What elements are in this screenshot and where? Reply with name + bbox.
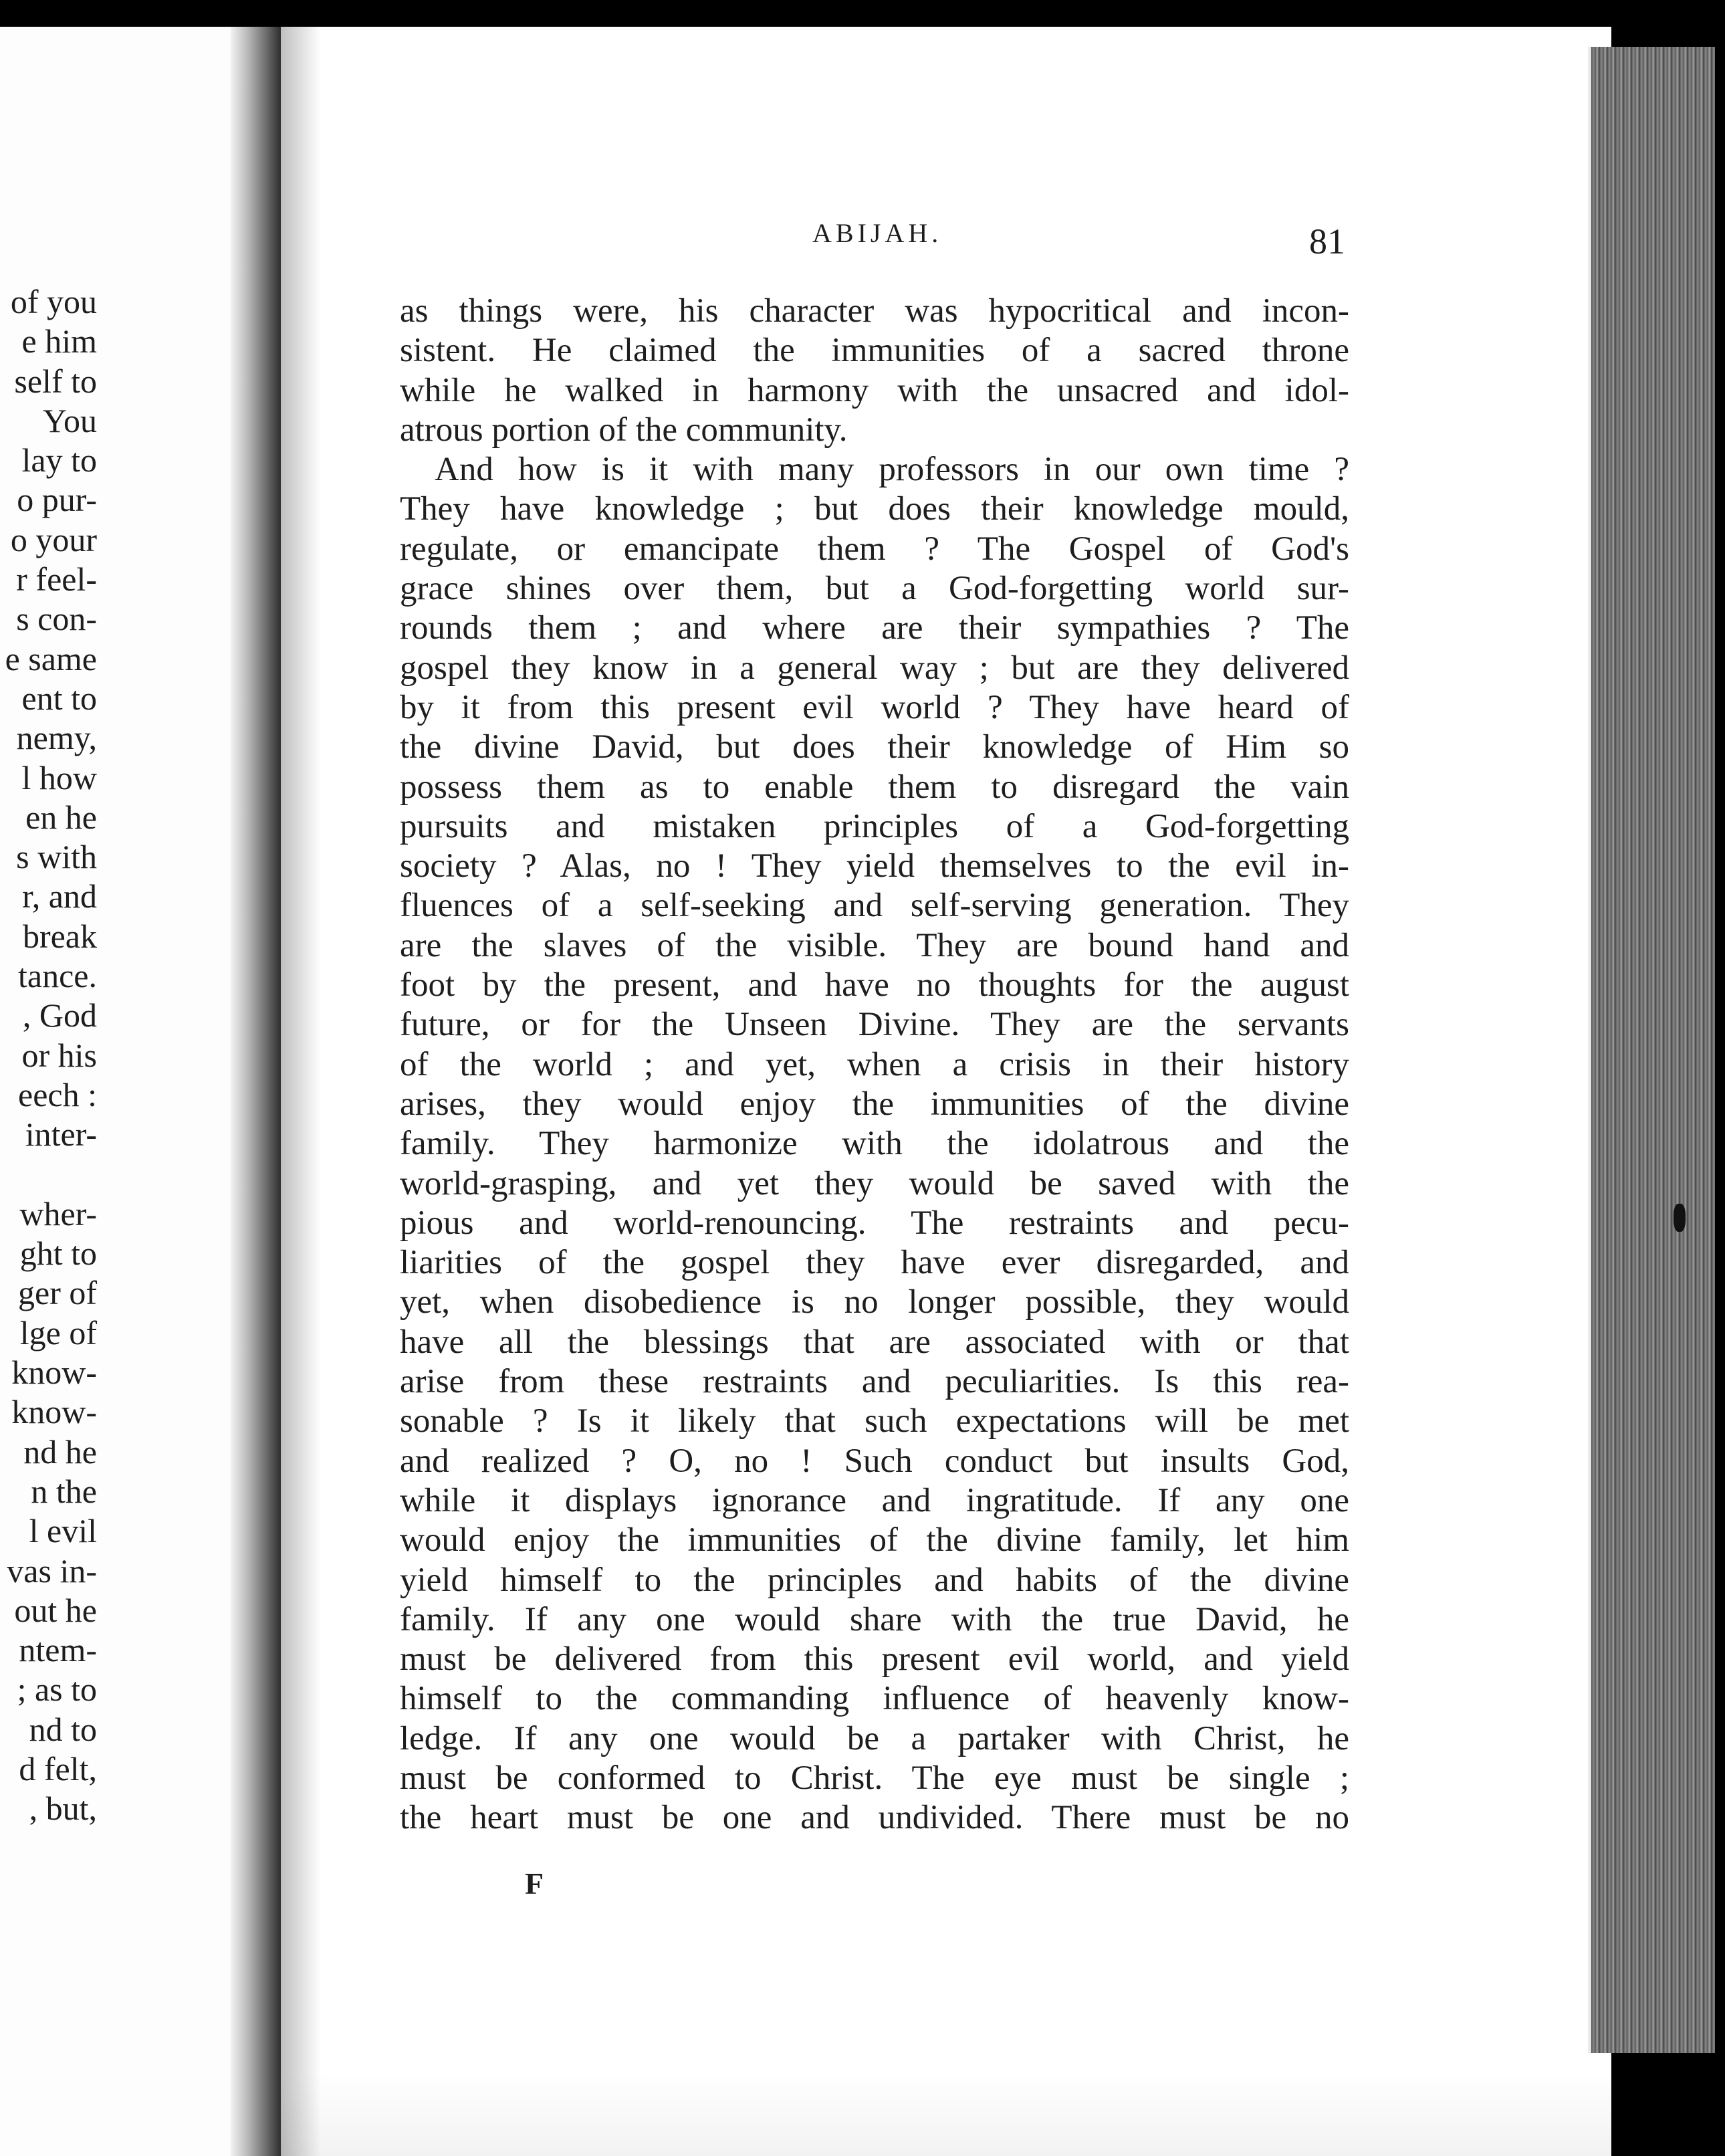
text-line: arises, they would enjoy the immunities of the divine [400,1085,1349,1123]
text-line: pursuits and mistaken principles of a God-forgetting [400,807,1349,845]
text-line: possess them as to enable them to disregard the vain [400,768,1349,806]
left-text-line: You [42,401,97,439]
left-text-line: nemy, [16,719,97,757]
text-line: are the slaves of the visible. They are bound hand and [400,926,1349,964]
text-line: sonable ? Is it likely that such expectations will be met [400,1402,1349,1440]
text-line: must be conformed to Christ. The eye must be single ; [400,1759,1349,1797]
text-line: must be delivered from this present evil world, and yield [400,1640,1349,1679]
left-text-line: o pur- [17,481,97,519]
left-text-line: , but, [29,1790,97,1828]
left-text-line: , God [22,996,97,1035]
text-line: and realized ? O, no ! Such conduct but insults God, [400,1442,1349,1480]
left-text-line: l how [21,758,97,796]
text-line: They have knowledge ; but does their knowledge mould, [400,490,1349,528]
text-line: the divine David, but does their knowledge of Him so [400,728,1349,766]
left-text-line: inter- [25,1115,97,1154]
left-text-line: nd he [23,1432,97,1471]
left-text-line: l evil [29,1512,97,1550]
text-line: while he walked in harmony with the unsacred and idol- [400,371,1349,409]
text-line: himself to the commanding influence of heavenly know- [400,1680,1349,1718]
text-line: arise from these restraints and peculiarities. Is this rea- [400,1363,1349,1401]
left-text-line: s con- [16,600,97,638]
left-text-line: o your [10,520,97,558]
left-text-line: r, and [22,877,97,915]
left-text-line: d felt, [19,1749,97,1788]
body-text [400,292,1349,1838]
page-number: 81 [1309,221,1345,261]
left-text-line: ght to [19,1234,97,1273]
left-text-line: break [22,917,97,955]
text-line: family. They harmonize with the idolatrous and the [400,1125,1349,1163]
text-line: as things were, his character was hypocritical and incon- [400,292,1349,330]
left-text-line: n the [31,1472,97,1510]
left-text-line: en he [25,798,97,836]
text-line: while it displays ignorance and ingratitude. If any one [400,1481,1349,1519]
left-text-line: ger of [18,1274,97,1312]
left-text-line: of you [10,283,97,320]
left-text-line: know- [11,1393,97,1431]
text-line: gospel they know in a general way ; but are they delivered [400,649,1349,687]
text-line: yield himself to the principles and habits of the divine [400,1561,1349,1599]
text-line: world-grasping, and yet they would be saved with the [400,1164,1349,1202]
text-line: grace shines over them, but a God-forgetting world sur- [400,570,1349,608]
left-text-line: ; as to [17,1670,97,1709]
running-title: ABIJAH. [812,218,943,248]
text-line: society ? Alas, no ! They yield themselves to the evil in- [400,847,1349,885]
left-text-line: nd to [29,1710,97,1748]
left-text-line: tance. [18,957,97,995]
left-text-line: or his [21,1036,97,1074]
text-line: future, or for the Unseen Divine. They are the servants [400,1006,1349,1044]
left-text-line: self to [14,362,97,400]
text-line: atrous portion of the community. [400,411,848,449]
text-line: foot by the present, and have no thoughts for the august [400,966,1349,1004]
left-text-line: out he [14,1591,97,1629]
left-text-line: r feel- [16,560,97,599]
text-line: pious and world-renouncing. The restraints and pecu- [400,1204,1349,1242]
left-text-line: lay to [21,441,97,479]
left-text-line [0,1155,97,1194]
text-line: of the world ; and yet, when a crisis in their history [400,1045,1349,1083]
text-line: regulate, or emancipate them ? The Gospel of God's [400,530,1349,568]
text-line: rounds them ; and where are their sympathies ? The [400,609,1349,647]
left-text-line: e him [21,322,97,360]
text-line: liarities of the gospel they have ever disregarded, and [400,1244,1349,1282]
left-text-line: lge of [19,1313,97,1352]
signature-mark: F [525,1866,544,1901]
text-line: ledge. If any one would be a partaker with Christ, he [400,1719,1349,1757]
left-text-line: s with [16,838,97,876]
text-line: would enjoy the immunities of the divine family, let him [400,1521,1349,1559]
left-text-line: know- [11,1354,97,1392]
text-line: family. If any one would share with the true David, he [400,1600,1349,1638]
text-line: yet, when disobedience is no longer possible, they would [400,1283,1349,1321]
text-line: And how is it with many professors in our own time ? [435,451,1349,489]
left-text-line: eech : [18,1075,97,1113]
text-line: by it from this present evil world ? They have heard of [400,688,1349,726]
left-text-line: vas in- [7,1551,97,1590]
left-text-line: ent to [21,679,97,717]
text-line: fluences of a self-seeking and self-serving generation. They [400,887,1349,925]
book-fore-edge [1591,47,1715,2053]
text-line: have all the blessings that are associated with or that [400,1323,1349,1361]
left-text-line: wher- [19,1194,97,1232]
gutter-shadow [281,27,321,2156]
ink-spot [1674,1204,1686,1232]
left-text-line: ntem- [19,1631,97,1669]
left-page-text [0,282,97,1829]
text-line: the heart must be one and undivided. There must be no [400,1799,1349,1837]
text-line: sistent. He claimed the immunities of a sacred throne [400,332,1349,370]
left-text-line: e same [5,639,97,677]
page-bottom-shade [281,2073,1618,2156]
